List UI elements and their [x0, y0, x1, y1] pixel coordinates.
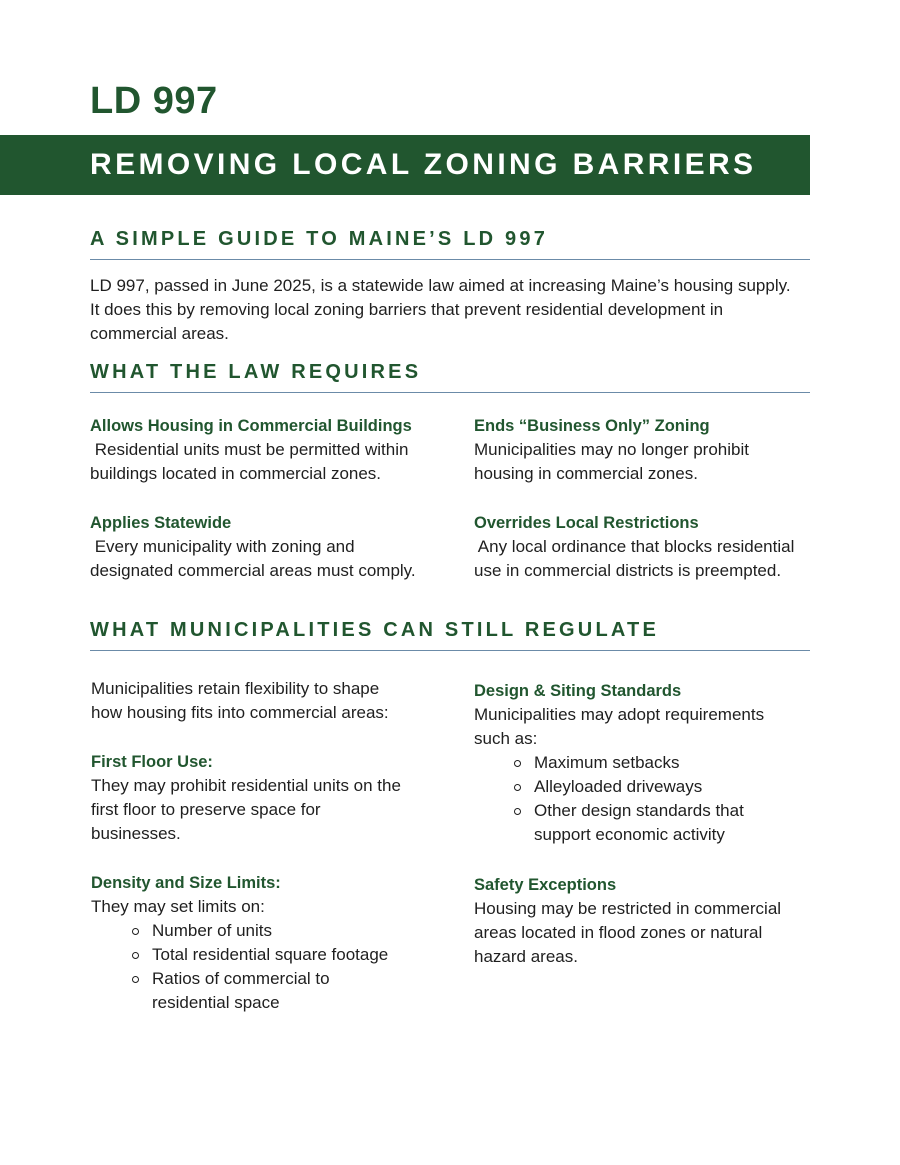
first-floor-line: first floor to preserve space for: [91, 800, 321, 819]
regulate-left-column: [91, 677, 431, 1015]
first-floor-line: businesses.: [91, 824, 181, 843]
safety-text: [474, 897, 814, 969]
list-item: Alleyloaded driveways: [514, 775, 814, 799]
guide-intro-line: LD 997, passed in June 2025, is a statewide law aimed at increasing Maine’s housing supply.: [90, 276, 791, 295]
requirement-text-line: housing in commercial zones.: [474, 464, 698, 483]
regulate-right-column: [474, 679, 814, 969]
requirement-text: [90, 438, 430, 486]
list-item: Maximum setbacks: [514, 751, 814, 775]
requirement-text-line: Every municipality with zoning and: [90, 537, 355, 556]
requirement-text-line: buildings located in commercial zones.: [90, 464, 382, 483]
requirement-text-line: use in commercial districts is preempted.: [474, 561, 782, 580]
requires-heading: WHAT THE LAW REQUIRES: [90, 361, 810, 393]
requirement-text-line: designated commercial areas must comply.: [90, 561, 416, 580]
safety-line: areas located in flood zones or natural: [474, 923, 763, 942]
design-bullet-list: [514, 751, 814, 823]
design-line: such as:: [474, 729, 538, 748]
requirement-text-line: Any local ordinance that blocks residential: [474, 537, 795, 556]
density-title: Density and Size Limits:: [91, 874, 281, 892]
safety-line: Housing may be restricted in commercial: [474, 899, 782, 918]
requirement-overrides: [474, 511, 814, 583]
first-floor-title: First Floor Use:: [91, 753, 213, 771]
requirement-housing-commercial: [90, 414, 430, 486]
requirement-text-line: Residential units must be permitted within: [90, 440, 409, 459]
requirement-title: Applies Statewide: [90, 514, 232, 532]
design-line: Municipalities may adopt requirements: [474, 705, 765, 724]
guide-heading: A SIMPLE GUIDE TO MAINE’S LD 997: [90, 228, 810, 260]
requirement-business-only: [474, 414, 814, 486]
regulate-intro: [91, 677, 431, 725]
first-floor-line: They may prohibit residential units on the: [91, 776, 401, 795]
list-item: Ratios of commercial to: [132, 967, 431, 991]
requirement-title: Overrides Local Restrictions: [474, 514, 699, 532]
page-title: LD 997: [90, 80, 218, 122]
density-text: They may set limits on:: [91, 897, 265, 916]
guide-intro-line: commercial areas.: [90, 324, 229, 343]
safety-line: hazard areas.: [474, 947, 578, 966]
density-bullet-continuation: residential space: [152, 993, 280, 1012]
title-banner: [0, 135, 810, 195]
guide-intro: [90, 274, 820, 346]
requirement-title: Allows Housing in Commercial Buildings: [90, 417, 412, 435]
regulate-intro-line: Municipalities retain flexibility to shape: [91, 679, 380, 698]
requirement-statewide: [90, 511, 430, 583]
requirement-text: [474, 438, 814, 486]
requirement-text-line: Municipalities may no longer prohibit: [474, 440, 749, 459]
requirement-title: Ends “Business Only” Zoning: [474, 417, 710, 435]
guide-intro-line: It does this by removing local zoning barriers that prevent residential development in: [90, 300, 724, 319]
design-text: [474, 703, 814, 751]
list-item: Other design standards that: [514, 799, 814, 823]
requirement-text: [90, 535, 430, 583]
design-title: Design & Siting Standards: [474, 682, 682, 700]
banner-title: REMOVING LOCAL ZONING BARRIERS: [90, 148, 757, 181]
list-item: Total residential square footage: [132, 943, 431, 967]
density-bullet-list: [132, 919, 431, 991]
requirement-text: [474, 535, 814, 583]
list-item: Number of units: [132, 919, 431, 943]
regulate-intro-line: how housing fits into commercial areas:: [91, 703, 389, 722]
regulate-heading: WHAT MUNICIPALITIES CAN STILL REGULATE: [90, 619, 810, 651]
safety-title: Safety Exceptions: [474, 876, 617, 894]
design-bullet-continuation: support economic activity: [534, 825, 725, 844]
first-floor-text: [91, 774, 431, 846]
